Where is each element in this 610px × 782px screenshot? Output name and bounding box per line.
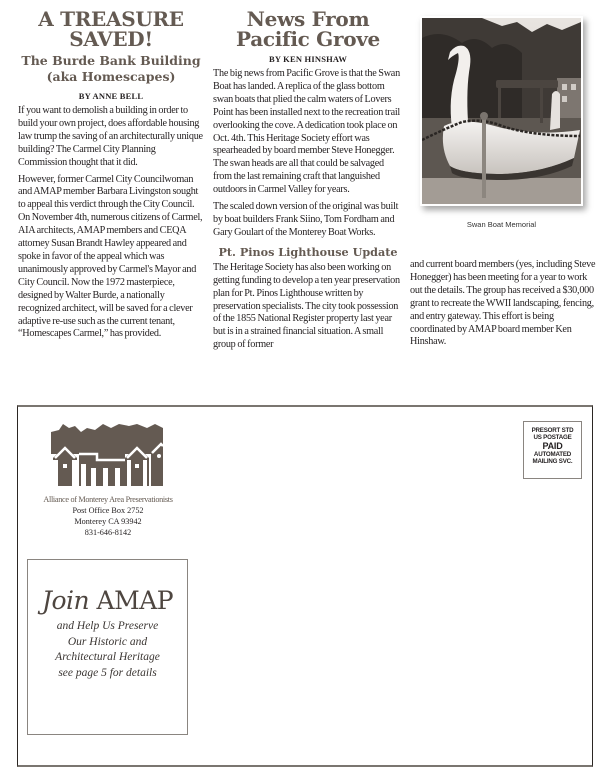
section-heading: Pt. Pinos Lighthouse Update	[218, 244, 398, 259]
subheadline	[18, 53, 204, 85]
mailer-panel	[17, 405, 593, 767]
join-title-italic: Join	[41, 586, 90, 615]
paragraph: The big news from Pacific Grove is that the Swan Boat has landed. A replica of the glass bottom swan boats that plied the calm waters of Lovers Point has been installed next to the recreation trail overlooking the cove. A dedication took place on Oct. 4th. This Heritage Society effort was spearheaded by board member Steve Honegger. The swan heads are all that could be salvaged from the last remaining craft that languished outdoors in Carmel Valley for years.	[213, 68, 401, 196]
org-name: Alliance of Monterey Area Preservationists	[43, 495, 173, 504]
paragraph: and current board members (yes, including Steve Honegger) has been meeting for a year to work out the details. The group has received a $30,000 grant to recreate the WWII landscaping, fencing, and entry gateway. This effort is being coordinated by AMAP board member Ken Hinshaw.	[410, 259, 596, 348]
subhead-line: (aka Homescapes)	[46, 69, 176, 84]
postage-indicia	[523, 421, 582, 479]
postage-line: PRESORT STD	[531, 427, 574, 434]
photo-frame	[420, 16, 583, 206]
join-line: Our Historic and	[67, 635, 148, 648]
postage-line: AUTOMATED	[533, 450, 572, 458]
join-message	[28, 619, 187, 681]
swan-boat-photo	[422, 18, 581, 204]
headline-line: SAVED!	[69, 27, 153, 51]
headline	[213, 9, 403, 49]
paragraph: The scaled down version of the original was built by boat builders Frank Siino, Tom Fordham and Gary Goulart of the Monterey Boat Works.	[213, 201, 399, 238]
address-line: Monterey CA 93942	[74, 517, 142, 526]
houses-trees-logo-icon	[51, 424, 163, 490]
paragraph: However, former Carmel City Councilwoman and AMAP member Barbara Livingston sought to appeal this verdict through the City Council. On November 4th, numerous citizens of Carmel, AIA architects, AMAP members and CEQA attorney Susan Brandt Hawley appeared and spoke in favor of the appeal which was unanimously approved by Carmel's Mayor and City Council. Now the 1972 masterpiece, designed by Walter Burde, a nationally recognized architect, will be saved for a clever adaptive re-use such as the current tenant, “Homescapes Carmel,” has provided.	[18, 173, 203, 340]
postage-paid: PAID	[542, 440, 563, 451]
join-amap-box	[27, 559, 188, 735]
byline: BY ANNE BELL	[78, 91, 144, 101]
photo-caption: Swan Boat Memorial	[466, 220, 537, 229]
amap-logo	[51, 424, 163, 490]
join-title-rest: AMAP	[96, 586, 174, 615]
join-line: Architectural Heritage	[55, 651, 160, 663]
headline-line: News From	[246, 7, 370, 31]
headline	[18, 9, 204, 49]
phone-number: 831-646-8142	[84, 528, 132, 537]
postage-line: MAILING SVC.	[532, 458, 573, 466]
article-pacific-grove	[213, 0, 403, 356]
article-continued	[410, 259, 600, 353]
swan-boat-image	[422, 18, 581, 204]
subhead-line: The Burde Bank Building	[21, 53, 201, 68]
byline: BY KEN HINSHAW	[268, 54, 348, 64]
join-line: see page 5 for details	[58, 666, 157, 679]
article-treasure-saved	[18, 0, 204, 345]
paragraph: The Heritage Society has also been working on getting funding to develop a ten year preservation plan for Pt. Pinos Lighthouse written by preservation specialists. The city took possession of the 1855 National Register property last year but is in a strained financial situation. A small group of former	[213, 261, 400, 351]
paragraph: If you want to demolish a building in order to build your own project, does affordable housing law trump the saving of an architecturally unique building? The Carmel City Planning Commission thought that it did.	[18, 105, 203, 168]
join-title	[28, 586, 187, 615]
postage-line: US POSTAGE	[533, 434, 572, 442]
address-line: Post Office Box 2752	[72, 506, 144, 515]
headline-line: Pacific Grove	[236, 27, 380, 51]
join-line: and Help Us Preserve	[56, 620, 159, 632]
headline-line: A TREASURE	[38, 7, 184, 31]
